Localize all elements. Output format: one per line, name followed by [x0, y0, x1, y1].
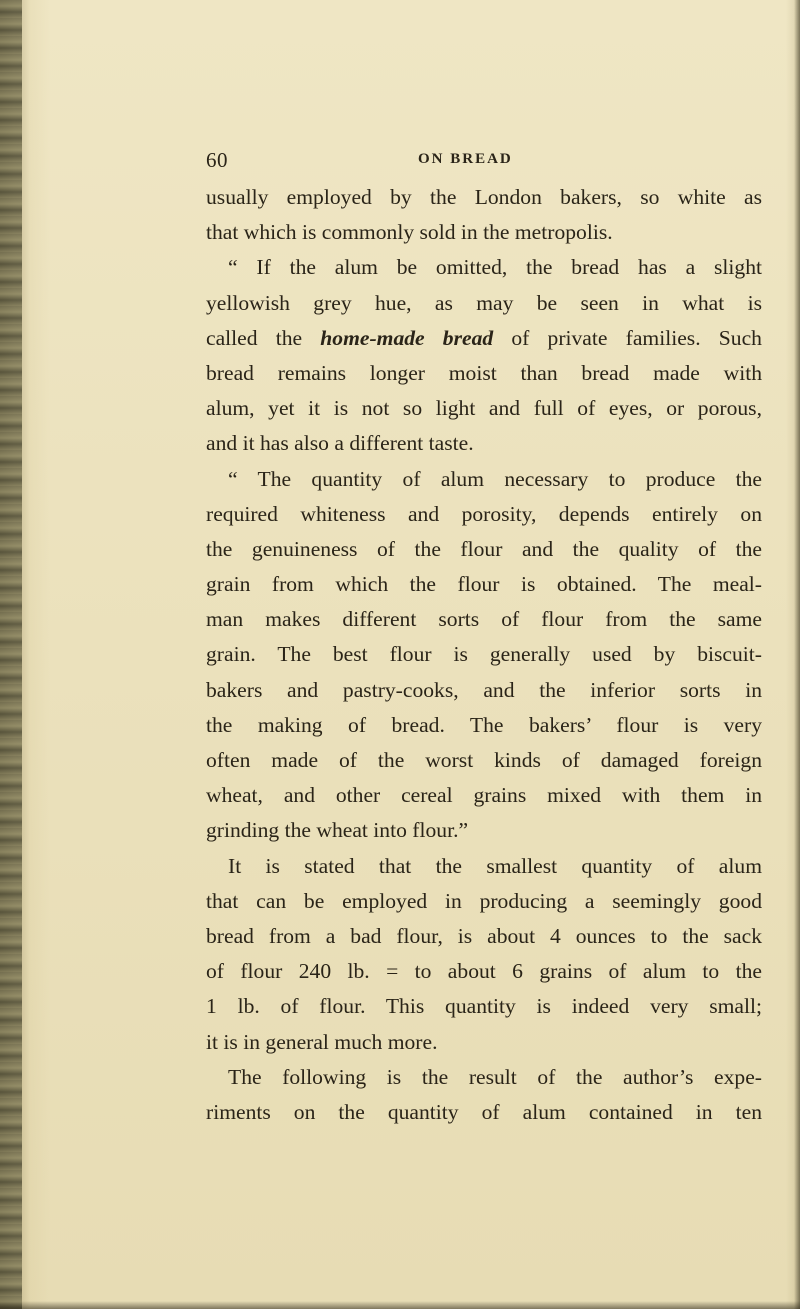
text-line: grain from which the flour is obtained. The meal-: [206, 572, 762, 597]
text-line: often made of the worst kinds of damaged foreign: [206, 748, 762, 772]
text-line: riments on the quantity of alum contained in ten: [206, 1099, 762, 1124]
text-line: yellowish grey hue, as may be seen in what is: [206, 290, 762, 315]
text-line: usually employed by the London bakers, so white as: [206, 185, 762, 209]
italic-phrase: home-made bread: [320, 325, 494, 350]
text-line: bread from a bad flour, is about 4 ounces to the sack: [206, 923, 762, 948]
text-line: grain. The best flour is generally used by biscuit-: [206, 642, 762, 667]
running-head: ON BREAD: [418, 151, 513, 167]
page-binding-edge: [0, 0, 22, 1309]
page-number: 60: [206, 148, 228, 172]
text-line: the genuineness of the flour and the quality of the: [206, 536, 762, 561]
text-line: alum, yet it is not so light and full of eyes, or porous,: [206, 396, 762, 421]
text-line: bakers and pastry-cooks, and the inferior sorts in: [206, 677, 762, 702]
page-bottom-edge: [0, 1301, 800, 1309]
text-line: and it has also a different taste.: [206, 431, 474, 456]
text-line-start: called the: [206, 325, 321, 350]
text-line: bread remains longer moist than bread made with: [206, 360, 762, 385]
text-line: The following is the result of the author’s expe-: [228, 1064, 762, 1089]
text-line: “ If the alum be omitted, the bread has a slight: [228, 255, 762, 280]
text-line: man makes different sorts of flour from the same: [206, 607, 762, 632]
body-text: [206, 180, 762, 1130]
page-right-edge: [794, 0, 800, 1309]
text-line-end: of private families. Such: [493, 325, 762, 350]
text-line: [206, 321, 762, 356]
text-line: grinding the wheat into flour.”: [206, 818, 469, 843]
text-line: that can be employed in producing a seemingly good: [206, 888, 762, 913]
page-header: [206, 148, 762, 178]
text-line: it is in general much more.: [206, 1029, 438, 1054]
text-line: wheat, and other cereal grains mixed with them in: [206, 783, 762, 808]
text-line: It is stated that the smallest quantity of alum: [228, 853, 762, 878]
text-line: “ The quantity of alum necessary to produce the: [228, 466, 762, 491]
text-line: of flour 240 lb. = to about 6 grains of alum to the: [206, 959, 762, 984]
text-line: the making of bread. The bakers’ flour is very: [206, 712, 762, 737]
text-line: 1 lb. of flour. This quantity is indeed very small;: [206, 994, 762, 1019]
text-line: that which is commonly sold in the metropolis.: [206, 220, 613, 245]
text-line: required whiteness and porosity, depends entirely on: [206, 501, 762, 526]
